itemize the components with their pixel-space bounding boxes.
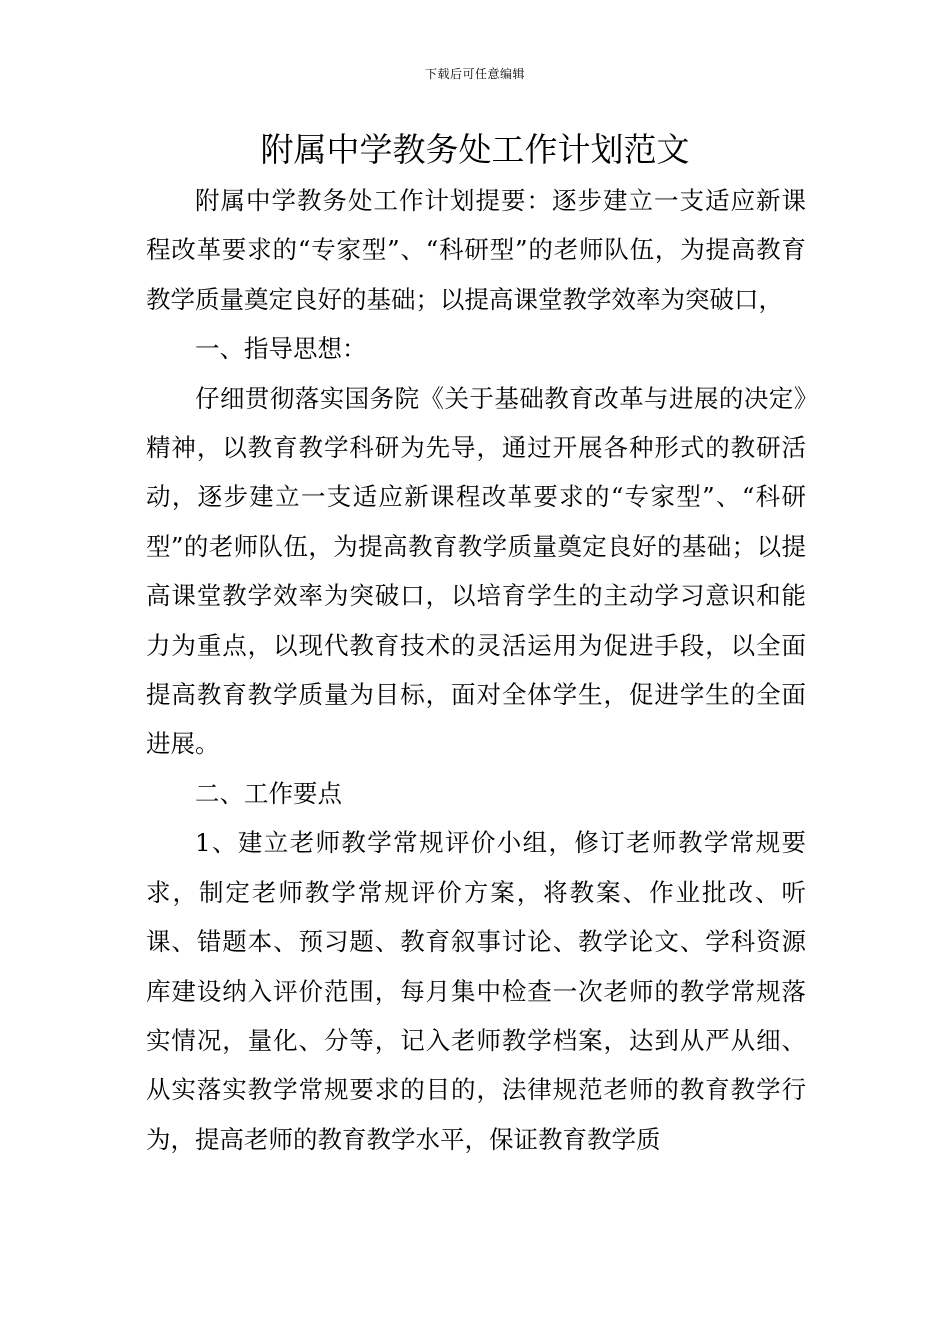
document-title: 附属中学教务处工作计划范文: [260, 130, 690, 169]
paragraph-work-point-1: 1、建立老师教学常规评价小组，修订老师教学常规要求，制定老师教学常规评价方案，将教案、作业批改、听课、错题本、预习题、教育叙事讨论、教学论文、学科资源库建设纳入评价范围，每月集中检查一次老师的教学常规落实情况，量化、分等，记入老师教学档案，达到从严从细、从实落实教学常规要求的目的，法律规范老师的教育教学行为，提高老师的教育教学水平，保证教育教学质: [146, 828, 806, 1154]
paragraph-heading-work-points: 二、工作要点: [195, 778, 342, 808]
header-note: 下载后可任意编辑: [424, 67, 525, 81]
paragraph-heading-guiding-thought: 一、指导思想：: [195, 334, 367, 364]
document-body: [146, 176, 806, 1164]
paragraph-summary: 附属中学教务处工作计划提要：逐步建立一支适应新课程改革要求的“专家型”、“科研型”的老师队伍，为提高教育教学质量奠定良好的基础；以提高课堂教学效率为突破口，: [146, 186, 806, 314]
paragraph-guiding-thought: 仔细贯彻落实国务院《关于基础教育改革与进展的决定》精神，以教育教学科研为先导，通过开展各种形式的教研活动，逐步建立一支适应新课程改革要求的“专家型”、“科研型”的老师队伍，为提高教育教学质量奠定良好的基础；以提高课堂教学效率为突破口，以培育学生的主动学习意识和能力为重点，以现代教育技术的灵活运用为促进手段，以全面提高教育教学质量为目标，面对全体学生，促进学生的全面进展。: [146, 383, 806, 759]
